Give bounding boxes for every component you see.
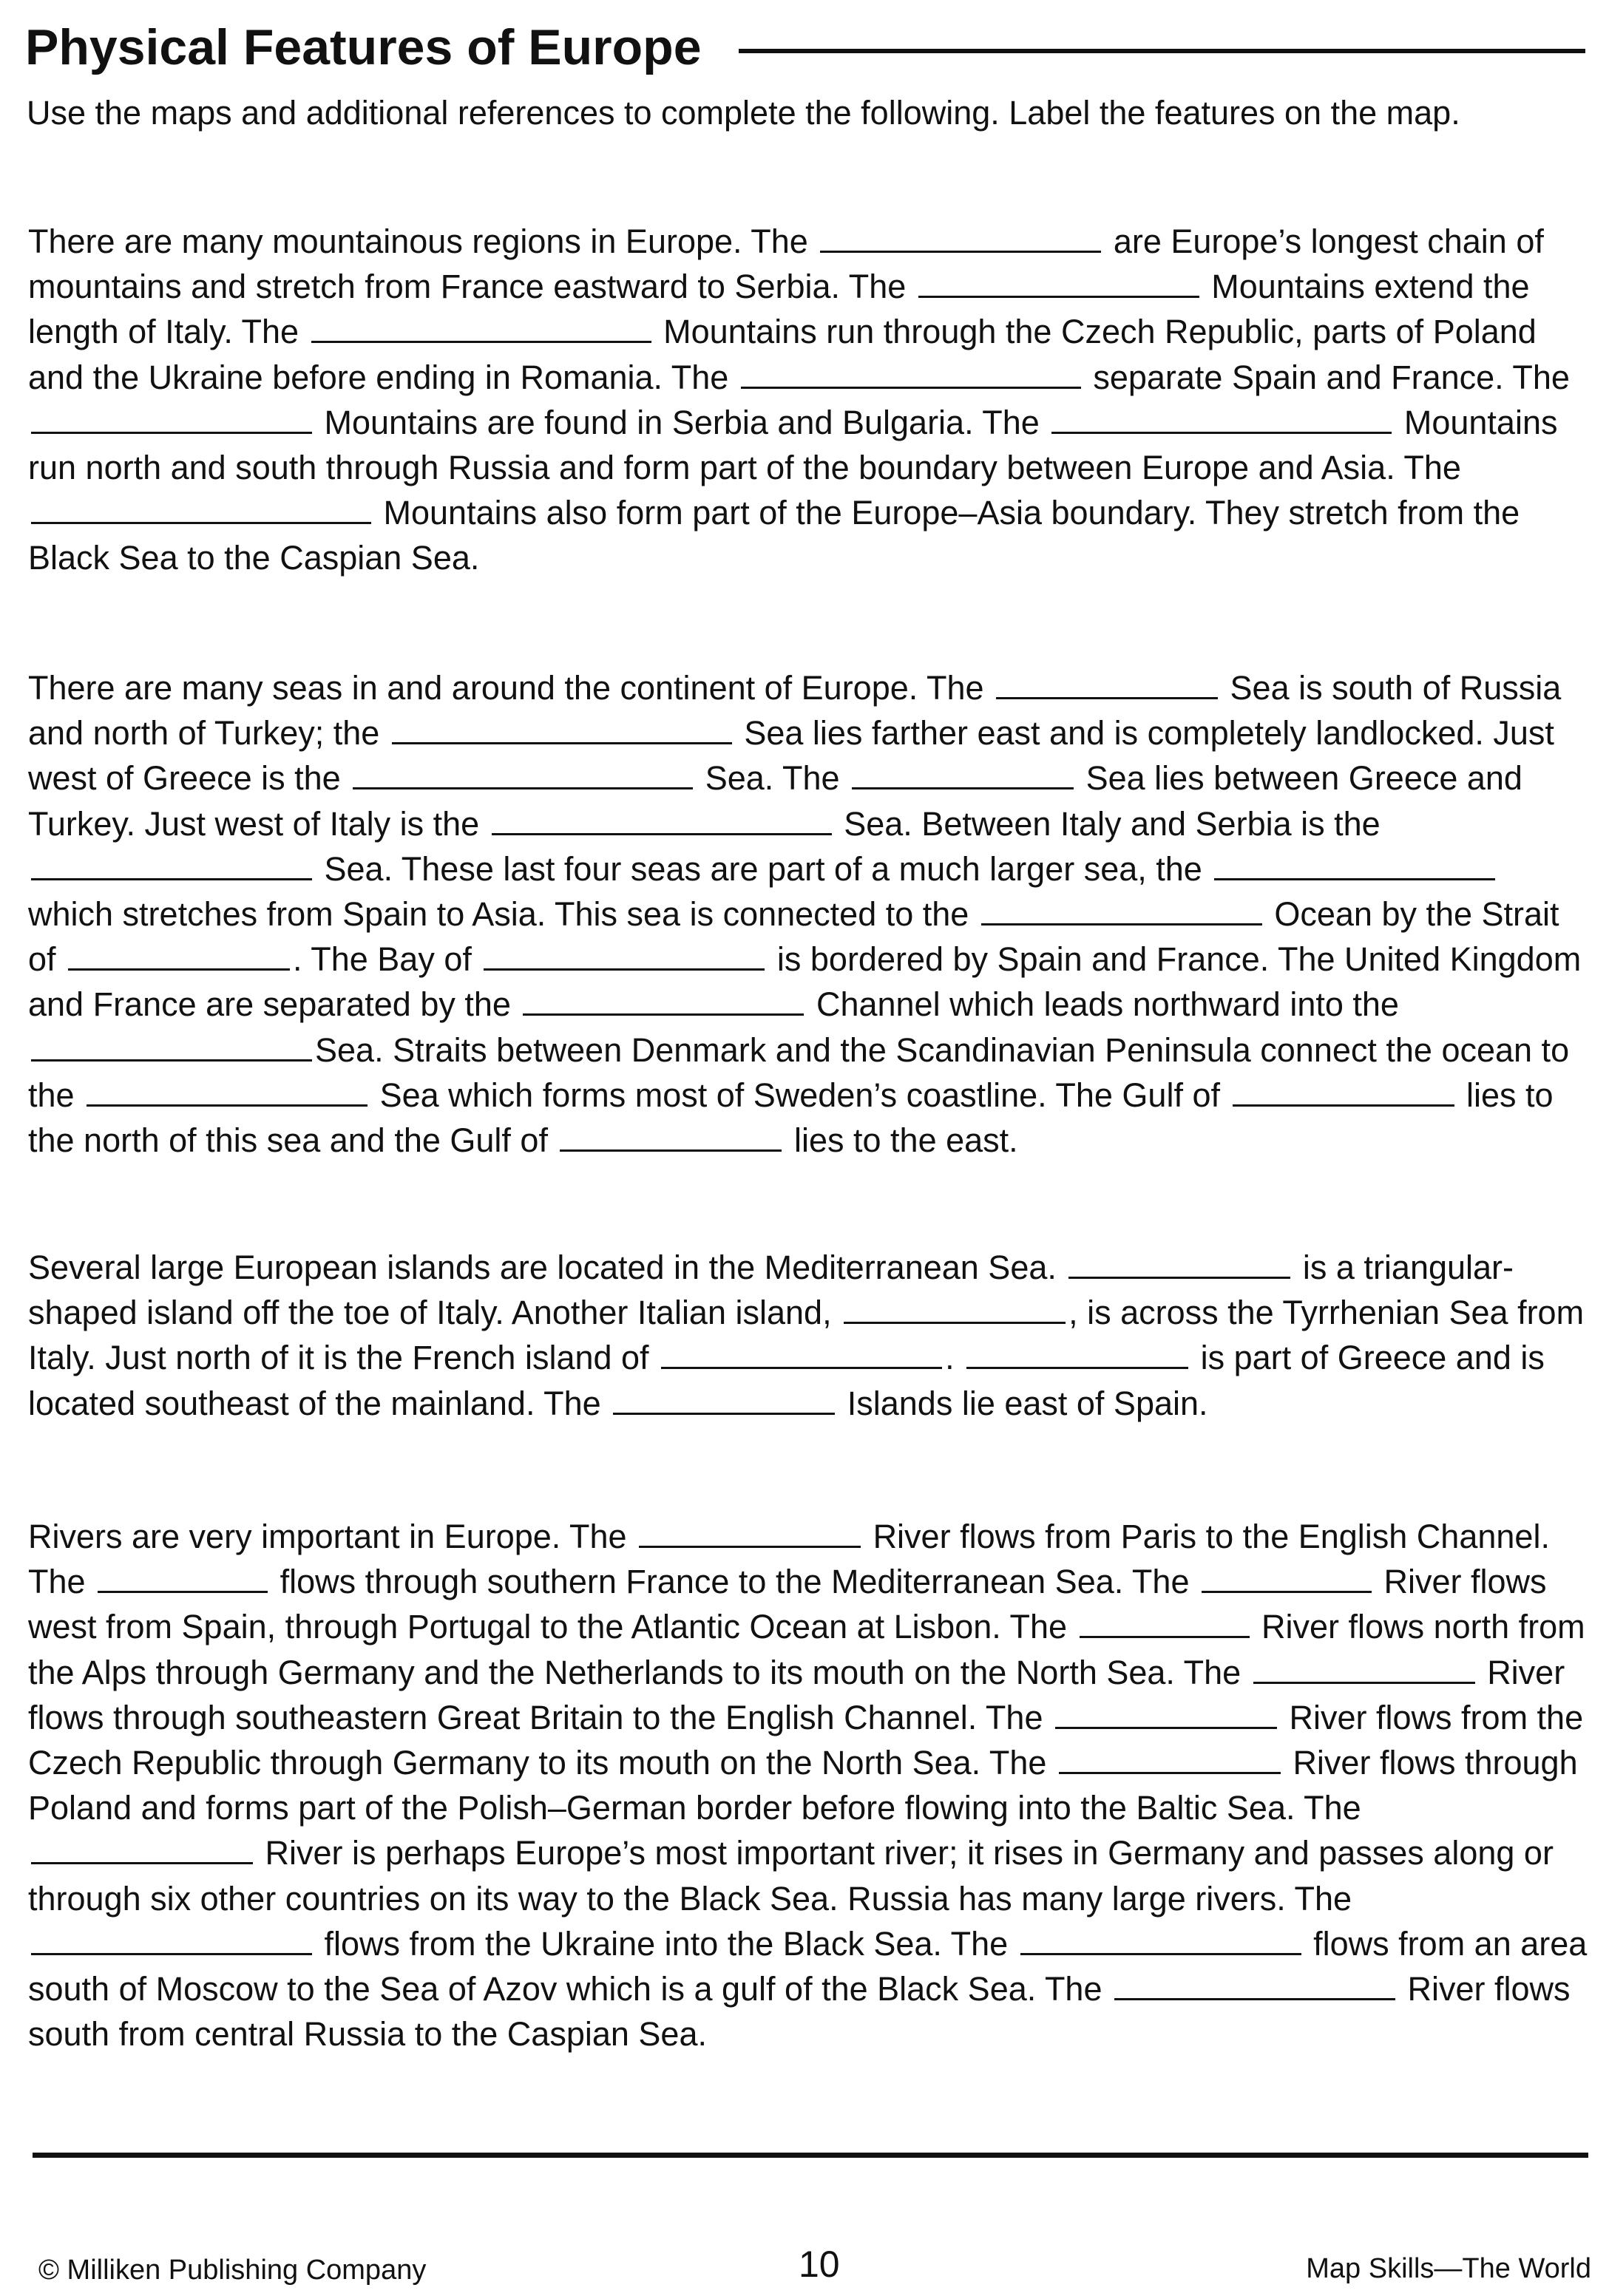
text-segment: River flows through southeastern Great Britain to the English Channel. The [28,1653,1565,1736]
answer-blank[interactable] [1080,1634,1250,1638]
answer-blank[interactable] [1233,1103,1454,1107]
paragraph-islands [28,1245,1588,1426]
text-segment: are Europe’s longest chain of mountains and stretch from France eastward to Serbia. The [28,223,1544,306]
text-segment: Sea lies farther east and is completely landlocked. Just west of Greece is the [28,714,1554,798]
answer-blank[interactable] [996,696,1218,699]
answer-blank[interactable] [98,1589,268,1593]
text-segment: Mountains run through the Czech Republic, parts of Poland and the Ukraine before ending in Romania. The [28,313,1537,396]
text-segment: There are many mountainous regions in Europe. The [28,223,808,260]
text-segment: Rivers are very important in Europe. The [28,1518,627,1555]
text-segment: There are many seas in and around the continent of Europe. The [28,669,984,707]
text-segment: lies to the east. [793,1121,1018,1160]
page-title: Physical Features of Europe [25,19,702,75]
text-segment: Sea. Straits between Denmark and the Scandinavian Peninsula connect the ocean to the [28,1030,1570,1114]
text-segment: Islands lie east of Spain. [847,1384,1208,1422]
text-segment: . [945,1339,955,1377]
answer-blank[interactable] [87,1103,367,1107]
text-segment: is bordered by Spain and France. The United Kingdom and France are separated by the [28,940,1582,1024]
text-segment: is a triangular-shaped island off the toe of Italy. Another Italian island, [28,1249,1514,1332]
answer-blank[interactable] [31,1952,312,1955]
answer-blank[interactable] [560,1148,782,1152]
header [25,10,1585,84]
instructions: Use the maps and additional references to complete the following. Label the features on the map. [27,94,1460,132]
text-segment: River flows through Poland and forms part of the Polish–German border before flowing into the Baltic Sea. The [28,1744,1578,1827]
answer-blank[interactable] [68,967,290,971]
text-segment: River flows from the Czech Republic through Germany to its mouth on the North Sea. The [28,1698,1584,1782]
text-segment: River flows north from the Alps through Germany and the Netherlands to its mouth on the North Sea. The [28,1608,1585,1691]
answer-blank[interactable] [311,339,651,343]
answer-blank[interactable] [966,1365,1188,1369]
text-segment: Sea. The [705,759,840,798]
text-segment: Several large European islands are located in the Mediterranean Sea. [28,1249,1057,1286]
answer-blank[interactable] [1055,1725,1277,1729]
text-segment: is part of Greece and is located southeast of the mainland. The [28,1339,1545,1422]
answer-blank[interactable] [741,385,1081,389]
answer-blank[interactable] [31,1861,253,1864]
answer-blank[interactable] [1253,1680,1475,1684]
answer-blank[interactable] [820,249,1101,253]
answer-blank[interactable] [1051,430,1392,434]
paragraph-rivers [28,1514,1588,2056]
answer-blank[interactable] [31,877,312,880]
answer-blank[interactable] [918,294,1199,298]
text-segment: flows through southern France to the Mediterranean Sea. The [280,1563,1190,1601]
answer-blank[interactable] [1202,1589,1372,1593]
answer-blank[interactable] [1020,1952,1301,1955]
text-segment: Sea. These last four seas are part of a much larger sea, the [324,849,1202,888]
paragraph-seas [28,665,1588,1163]
answer-blank[interactable] [1214,877,1495,880]
text-segment: Sea lies between Greece and Turkey. Just west of Italy is the [28,759,1522,843]
answer-blank[interactable] [1059,1770,1281,1774]
footer-page-number: 10 [799,2244,840,2285]
text-segment: Channel which leads northward into the [816,985,1399,1024]
text-segment: flows from an area south of Moscow to the Sea of Azov which is a gulf of the Black Sea. The [28,1924,1588,2008]
answer-blank[interactable] [1114,1997,1395,2000]
text-segment: Mountains are found in Serbia and Bulgaria. The [324,403,1040,441]
text-segment: lies to the north of this sea and the Gulf of [28,1076,1554,1160]
footer-series: Map Skills—The World [1306,2253,1591,2284]
text-segment: River flows west from Spain, through Portugal to the Atlantic Ocean at Lisbon. The [28,1563,1547,1646]
bottom-rule [33,2153,1588,2158]
text-segment: . The Bay of [293,940,472,979]
answer-blank[interactable] [1068,1275,1290,1279]
answer-blank[interactable] [852,786,1074,789]
text-segment: Sea. Between Italy and Serbia is the [844,804,1381,843]
answer-blank[interactable] [639,1544,861,1548]
text-segment: River is perhaps Europe’s most important river; it rises in Germany and passes along or through six other countries on its way to the Black Sea. Russia has many large rivers. The [28,1834,1554,1918]
answer-blank[interactable] [523,1012,804,1016]
answer-blank[interactable] [353,786,693,789]
text-segment: which stretches from Spain to Asia. This sea is connected to the [28,895,969,934]
answer-blank[interactable] [31,520,371,524]
text-segment: Sea which forms most of Sweden’s coastline. The Gulf of [379,1076,1220,1114]
answer-blank[interactable] [613,1411,835,1415]
paragraph-mountains [28,219,1588,581]
text-segment: Sea is south of Russia and north of Turkey; the [28,669,1562,753]
answer-blank[interactable] [31,1058,312,1062]
answer-blank[interactable] [392,741,732,744]
answer-blank[interactable] [484,967,765,971]
text-segment: , is across the Tyrrhenian Sea from Italy. Just north of it is the French island of [28,1294,1585,1377]
answer-blank[interactable] [844,1320,1066,1324]
answer-blank[interactable] [981,922,1262,925]
title-rule [739,49,1585,53]
text-segment: flows from the Ukraine into the Black Sea. The [324,1924,1009,1963]
answer-blank[interactable] [31,430,312,434]
text-segment: Ocean by the Strait of [28,895,1559,979]
text-segment: Mountains extend the length of Italy. The [28,268,1530,351]
text-segment: River flows from Paris to the English Channel. The [28,1518,1550,1601]
text-segment: River flows south from central Russia to the Caspian Sea. [28,1970,1571,2054]
answer-blank[interactable] [492,832,832,835]
footer-publisher: © Milliken Publishing Company [38,2255,427,2286]
text-segment: separate Spain and France. The [1093,358,1570,396]
text-segment: Mountains also form part of the Europe–Asia boundary. They stretch from the Black Sea to the Caspian Sea. [28,494,1520,577]
text-segment: Mountains run north and south through Russia and form part of the boundary between Europe and Asia. The [28,403,1558,487]
answer-blank[interactable] [661,1365,942,1369]
